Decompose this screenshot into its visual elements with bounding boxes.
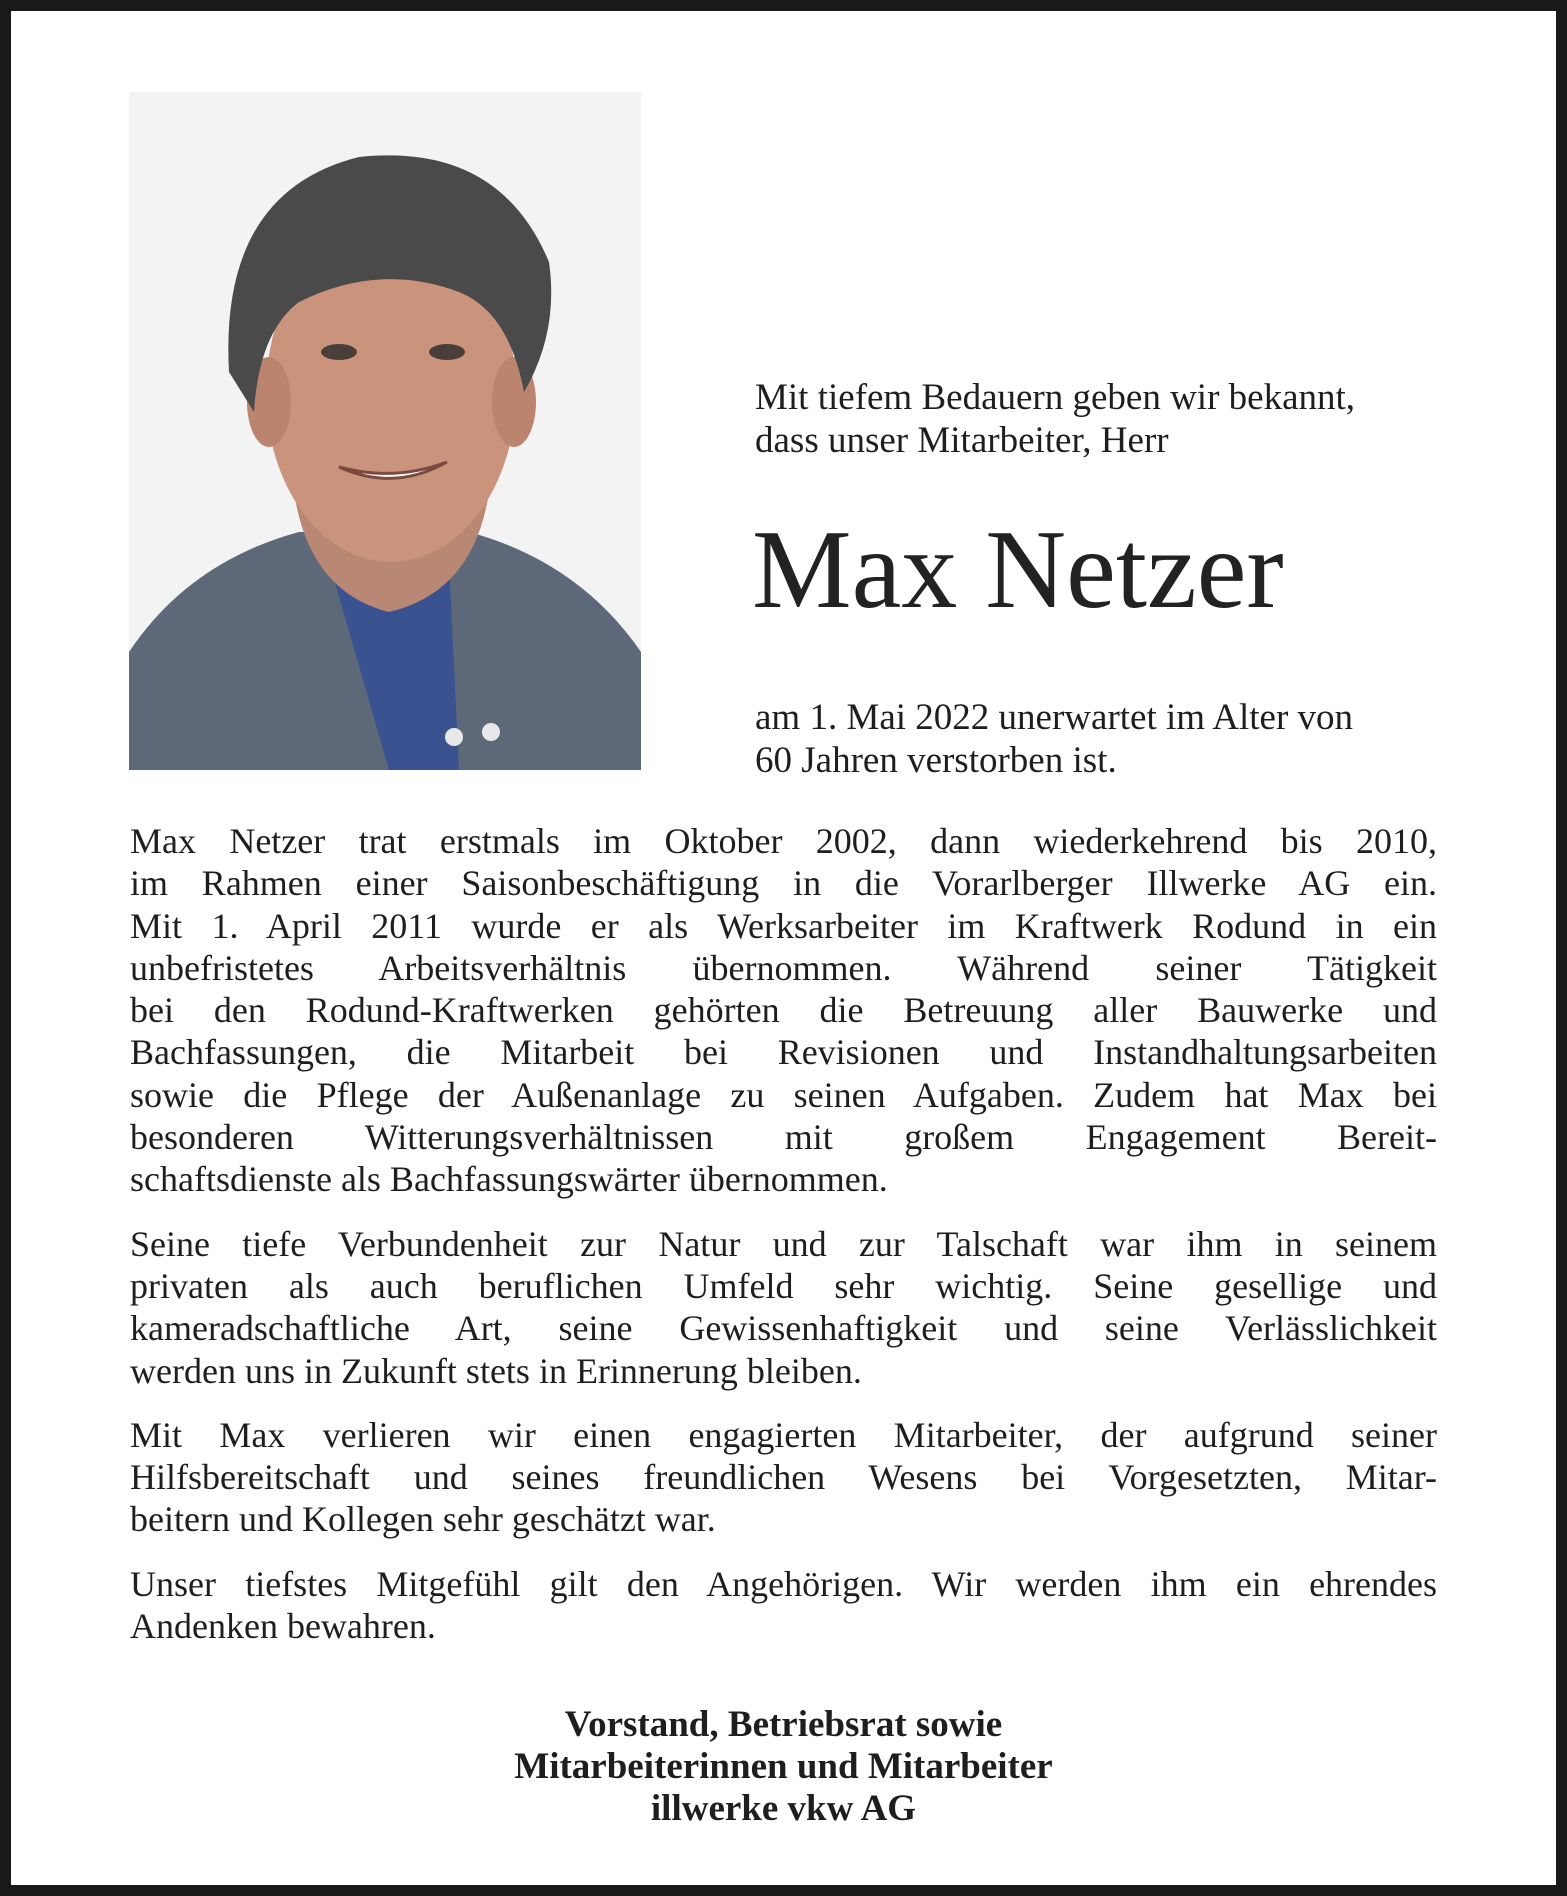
body-line: sowie die Pflege der Außenanlage zu seinen Aufgaben. Zudem hat Max bei	[130, 1074, 1437, 1115]
death-line: 60 Jahren verstorben ist.	[755, 740, 1117, 781]
body-line: Seine tiefe Verbundenheit zur Natur und zur Talschaft war ihm in seinem	[130, 1223, 1437, 1264]
body-paragraph	[130, 1223, 1437, 1392]
body-line: schaftsdienste als Bachfassungswärter übernommen.	[130, 1159, 888, 1200]
death-line: am 1. Mai 2022 unerwartet im Alter von	[755, 697, 1354, 738]
body-line: im Rahmen einer Saisonbeschäftigung in die Vorarlberger Illwerke AG ein.	[130, 863, 1437, 904]
signature-block	[130, 1704, 1437, 1830]
intro-line: dass unser Mitarbeiter, Herr	[755, 420, 1169, 461]
signature-line: Vorstand, Betriebsrat sowie	[564, 1704, 1003, 1745]
body-paragraph	[130, 820, 1437, 1201]
body-line: unbefristetes Arbeitsverhältnis übernommen. Während seiner Tätigkeit	[130, 947, 1437, 988]
signature-line: illwerke vkw AG	[650, 1788, 917, 1829]
intro-line: Mit tiefem Bedauern geben wir bekannt,	[755, 377, 1356, 418]
signature-line: Mitarbeiterinnen und Mitarbeiter	[514, 1746, 1053, 1787]
intro-text	[755, 376, 1355, 462]
body-line: werden uns in Zukunft stets in Erinnerung bleiben.	[130, 1350, 862, 1391]
body-line: Mit 1. April 2011 wurde er als Werksarbeiter im Kraftwerk Rodund in ein	[130, 905, 1437, 946]
body-line: Bachfassungen, die Mitarbeit bei Revisionen und Instandhaltungsarbeiten	[130, 1032, 1437, 1073]
body-paragraph	[130, 1563, 1437, 1648]
body-paragraph	[130, 1414, 1437, 1541]
body-line: privaten als auch beruflichen Umfeld sehr wichtig. Seine gesellige und	[130, 1265, 1437, 1306]
body-line: bei den Rodund-Kraftwerken gehörten die Betreuung aller Bauwerke und	[130, 990, 1437, 1031]
obituary-body	[130, 820, 1437, 1669]
body-line: Andenken bewahren.	[130, 1606, 436, 1647]
body-line: Max Netzer trat erstmals im Oktober 2002, dann wiederkehrend bis 2010,	[130, 821, 1437, 861]
deceased-name: Max Netzer	[752, 508, 1284, 632]
body-line: Hilfsbereitschaft und seines freundlichen Wesens bei Vorgesetzten, Mitar-	[130, 1457, 1437, 1498]
body-line: Mit Max verlieren wir einen engagierten Mitarbeiter, der aufgrund seiner	[130, 1414, 1437, 1455]
portrait-photo	[129, 92, 641, 770]
death-notice-text	[755, 696, 1353, 782]
body-line: beitern und Kollegen sehr geschätzt war.	[130, 1499, 716, 1540]
body-line: Unser tiefstes Mitgefühl gilt den Angehörigen. Wir werden ihm ein ehrendes	[130, 1563, 1437, 1604]
body-line: besonderen Witterungsverhältnissen mit großem Engagement Bereit-	[130, 1117, 1437, 1158]
body-line: kameradschaftliche Art, seine Gewissenhaftigkeit und seine Verlässlichkeit	[130, 1308, 1437, 1349]
